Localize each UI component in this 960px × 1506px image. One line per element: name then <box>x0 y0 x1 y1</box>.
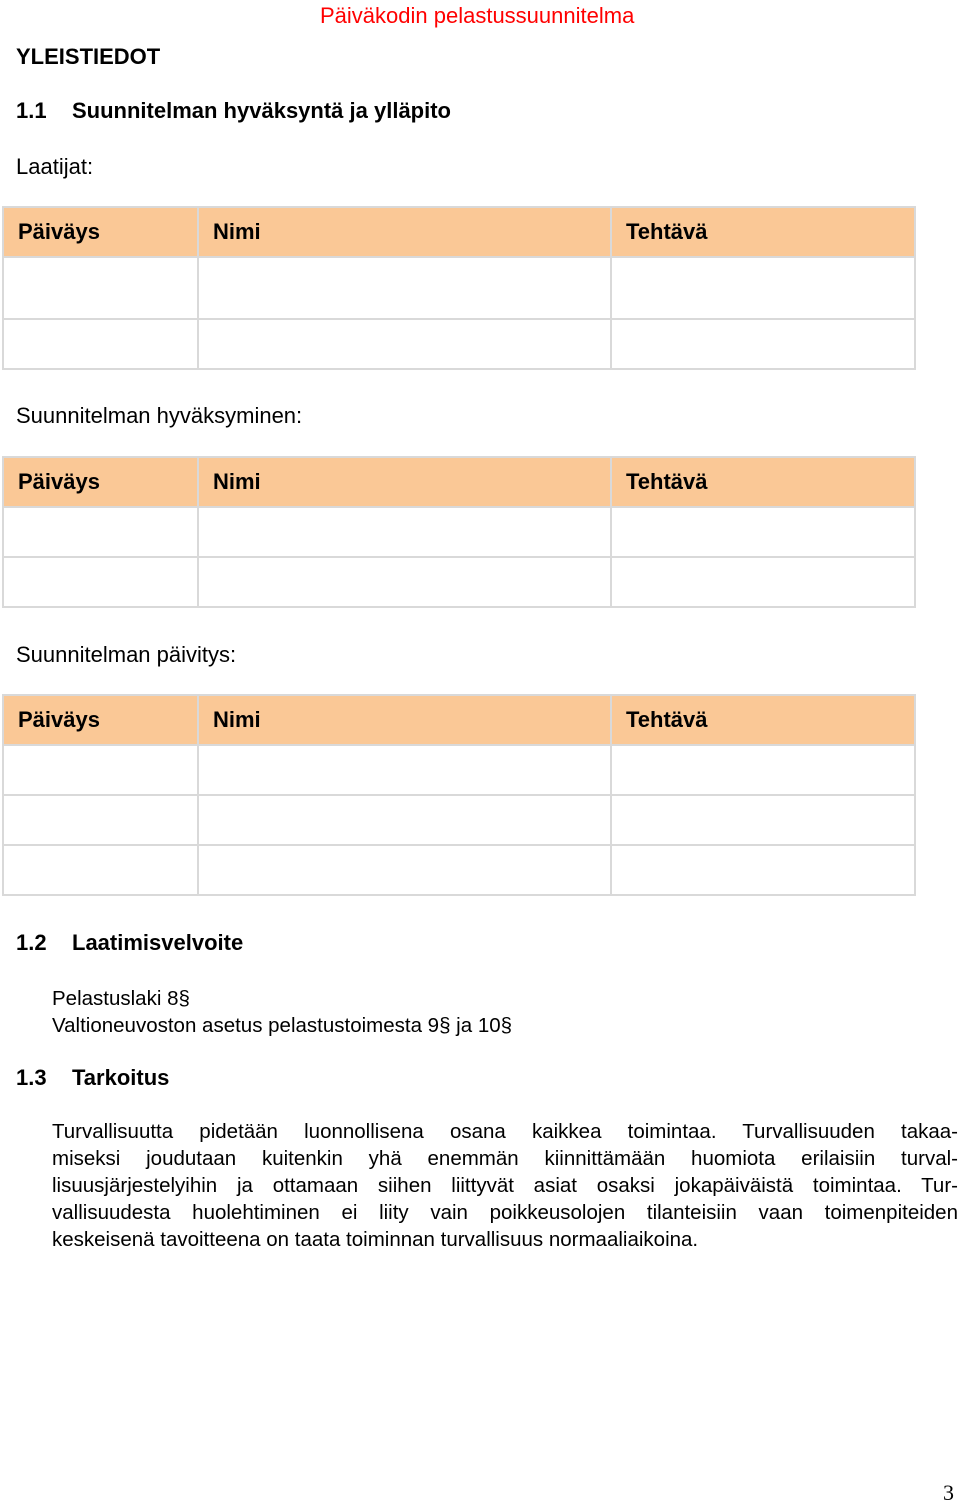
legal-reference-line: Valtioneuvoston asetus pelastustoimesta 9§ ja 10§ <box>52 1014 513 1037</box>
table-cell[interactable] <box>3 795 198 845</box>
paragraph-line: Turvallisuutta pidetään luonnollisena osana kaikkea toimintaa. Turvallisuuden takaa- <box>52 1120 958 1143</box>
paragraph-line: vallisuudesta huolehtiminen ei liity vain poikkeusolojen tilanteisiin vaan toimenpiteiden <box>52 1201 958 1224</box>
table-header-row <box>3 695 915 745</box>
heading-number: 1.2 <box>16 930 47 955</box>
heading-number: 1.1 <box>16 98 47 123</box>
hyvaksyminen-table <box>2 456 916 608</box>
table-cell[interactable] <box>611 319 915 369</box>
table-cell[interactable] <box>611 745 915 795</box>
table-cell[interactable] <box>198 845 611 895</box>
table-cell[interactable] <box>198 745 611 795</box>
heading-text: Tarkoitus <box>72 1065 170 1090</box>
hyvaksyminen-label: Suunnitelman hyväksyminen: <box>16 403 303 428</box>
table-cell[interactable] <box>3 557 198 607</box>
table-row <box>3 745 915 795</box>
column-header-name: Nimi <box>198 457 611 507</box>
table-cell[interactable] <box>3 845 198 895</box>
section-title: YLEISTIEDOT <box>16 44 161 69</box>
table-cell[interactable] <box>3 319 198 369</box>
paivitys-table <box>2 694 916 896</box>
table-header-row <box>3 207 915 257</box>
laatijat-label: Laatijat: <box>16 154 94 179</box>
column-header-task: Tehtävä <box>611 457 915 507</box>
table-header-row <box>3 457 915 507</box>
purpose-paragraph <box>52 1118 958 1253</box>
paragraph-line: miseksi joudutaan kuitenkin yhä enemmän kiinnittämään huomiota erilaisiin turval- <box>52 1147 958 1170</box>
table-cell[interactable] <box>3 507 198 557</box>
paragraph-line: keskeisenä tavoitteena on taata toiminnan turvallisuus normaaliaikoina. <box>52 1228 699 1251</box>
column-header-task: Tehtävä <box>611 207 915 257</box>
table-cell[interactable] <box>198 557 611 607</box>
table-cell[interactable] <box>611 507 915 557</box>
table-cell[interactable] <box>611 257 915 319</box>
column-header-date: Päiväys <box>3 457 198 507</box>
laatijat-table <box>2 206 916 370</box>
heading-text: Laatimisvelvoite <box>72 930 244 955</box>
table-row <box>3 507 915 557</box>
table-cell[interactable] <box>611 795 915 845</box>
column-header-name: Nimi <box>198 695 611 745</box>
table-cell[interactable] <box>3 257 198 319</box>
table-row <box>3 845 915 895</box>
paragraph-line: lisuusjärjestelyihin ja ottamaan siihen liittyvät asiat osaksi jokapäiväistä toimintaa. Tur- <box>52 1174 958 1197</box>
table-cell[interactable] <box>198 507 611 557</box>
column-header-date: Päiväys <box>3 207 198 257</box>
table-cell[interactable] <box>611 845 915 895</box>
heading-1-1 <box>16 98 451 124</box>
paivitys-label: Suunnitelman päivitys: <box>16 642 237 667</box>
column-header-task: Tehtävä <box>611 695 915 745</box>
table-row <box>3 319 915 369</box>
table-row <box>3 257 915 319</box>
heading-number: 1.3 <box>16 1065 47 1090</box>
column-header-date: Päiväys <box>3 695 198 745</box>
table-cell[interactable] <box>198 257 611 319</box>
document-header-title: Päiväkodin pelastussuunnitelma <box>320 3 635 28</box>
table-row <box>3 795 915 845</box>
page-number: 3 <box>943 1480 954 1505</box>
table-row <box>3 557 915 607</box>
table-cell[interactable] <box>198 319 611 369</box>
heading-1-2 <box>16 930 243 956</box>
heading-1-3 <box>16 1065 169 1091</box>
table-cell[interactable] <box>3 745 198 795</box>
table-cell[interactable] <box>611 557 915 607</box>
legal-reference-line: Pelastuslaki 8§ <box>52 987 190 1010</box>
column-header-name: Nimi <box>198 207 611 257</box>
heading-text: Suunnitelman hyväksyntä ja ylläpito <box>72 98 451 123</box>
table-cell[interactable] <box>198 795 611 845</box>
